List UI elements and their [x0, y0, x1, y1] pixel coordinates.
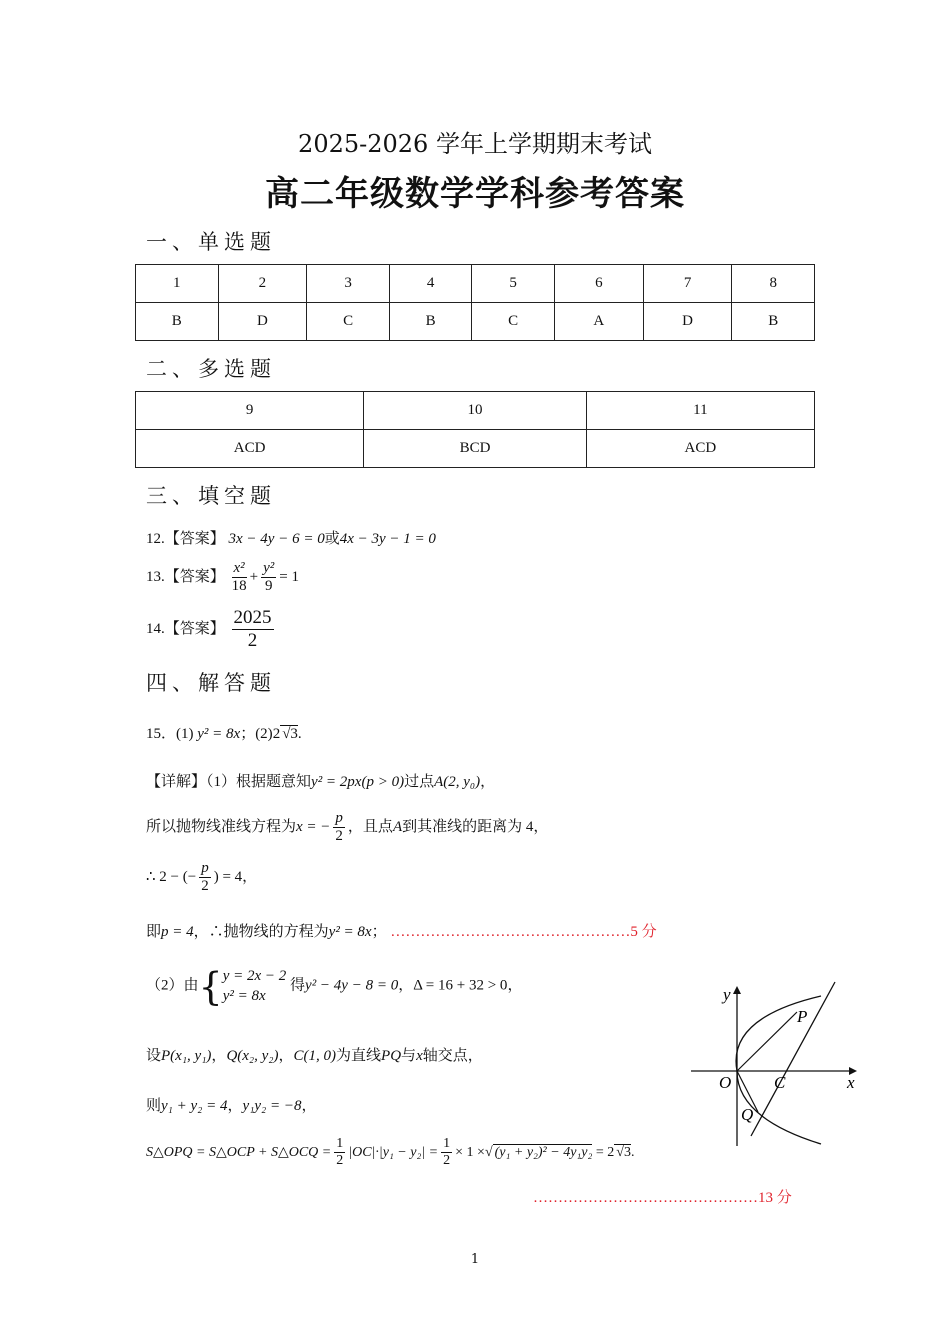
table-cell: 4: [389, 265, 472, 303]
page-number: 1: [470, 1252, 480, 1267]
q15-separator: ；(2): [240, 726, 273, 742]
radicand: (y₁ + y₂)² − 4y₁y₂: [494, 1144, 593, 1160]
text: 为直线: [336, 1048, 382, 1064]
text: （2）由: [146, 977, 199, 994]
q15-detail-line-3: [146, 860, 257, 896]
area-mid: |OC|·|y₁ − y₂| =: [348, 1144, 439, 1160]
numerator: y²: [261, 560, 276, 578]
table-row: [136, 303, 815, 341]
equals-one: = 1: [279, 569, 300, 586]
text: 得: [290, 977, 306, 994]
table-cell: B: [136, 303, 219, 341]
fraction-p-over-2: [199, 860, 211, 896]
text: ) = 4，: [213, 869, 258, 886]
numerator: x²: [232, 560, 247, 578]
point-p: P(x₁, y₁): [161, 1048, 212, 1064]
table-cell: 3: [307, 265, 390, 303]
area-lhs: S△OPQ = S△OCP + S△OCQ =: [146, 1144, 332, 1160]
numerator: p: [333, 810, 345, 828]
table-row: [136, 265, 815, 303]
text: × 1 ×: [455, 1144, 485, 1160]
table-cell: D: [218, 303, 307, 341]
table-cell: C: [307, 303, 390, 341]
q15-part2-line-3: [146, 1094, 317, 1115]
exam-title: 2025-2026 学年上学期期末考试: [298, 130, 652, 158]
q15-answer-2-radicand: 3: [290, 726, 298, 742]
point-q: Q(x₂, y₂): [226, 1048, 279, 1064]
equation: y₁y₂ = −8: [242, 1098, 302, 1114]
multi-choice-table: [135, 391, 815, 468]
fraction-half: [441, 1136, 452, 1169]
q15-part2-line-2: [146, 1044, 483, 1065]
sqrt-sign: √3: [282, 726, 298, 742]
table-cell: 7: [643, 265, 732, 303]
answer-q12: [146, 527, 436, 548]
section-multi-choice: 二、多选题: [146, 357, 276, 381]
text: ，: [301, 1098, 317, 1114]
answer-q13: [146, 560, 299, 596]
table-cell: D: [643, 303, 732, 341]
numerator: 1: [334, 1136, 345, 1153]
section-fill-blank: 三、填空题: [146, 484, 276, 508]
result-coef: = 2: [595, 1144, 615, 1160]
table-cell: 2: [218, 265, 307, 303]
denominator: 9: [264, 578, 273, 595]
q15-detail-line-4: [146, 920, 657, 941]
system-eq-1: y = 2x − 2: [222, 968, 287, 984]
single-choice-table: [135, 264, 815, 341]
table-cell: 1: [136, 265, 219, 303]
text: 设: [146, 1048, 162, 1064]
q12-or: 或: [324, 531, 340, 547]
text: ，∴抛物线的方程为: [193, 924, 329, 940]
section-single-choice: 一、单选题: [146, 230, 276, 254]
table-cell: ACD: [586, 430, 814, 468]
text: ，: [507, 977, 523, 994]
text: 即: [146, 924, 162, 940]
text: ，: [480, 774, 496, 790]
segment-op: [737, 1012, 797, 1071]
label-q: Q: [741, 1105, 754, 1124]
text: ，: [398, 977, 414, 994]
sqrt-sign: √3: [616, 1144, 631, 1160]
text: ，: [278, 1048, 294, 1064]
numerator: 1: [441, 1136, 452, 1153]
q15-summary: [146, 722, 302, 743]
answer-key-title: 高二年级数学学科参考答案: [265, 174, 685, 214]
q12-prefix: 12.【答案】: [146, 531, 225, 547]
point-a: A(2, y₀): [434, 774, 481, 790]
denominator: 2: [443, 1153, 451, 1169]
text: ；: [371, 924, 387, 940]
answer-q14: [146, 607, 277, 652]
table-cell: B: [732, 303, 815, 341]
denominator: 2: [335, 828, 343, 845]
numerator: p: [199, 860, 211, 878]
table-cell: 5: [472, 265, 555, 303]
table-cell: ACD: [136, 430, 364, 468]
q15-detail-line-1: [146, 770, 495, 791]
q15-part2-line-1: [146, 966, 522, 1007]
denominator: 2: [247, 629, 258, 651]
table-cell: 8: [732, 265, 815, 303]
parabola-figure: [685, 978, 865, 1150]
table-cell: C: [472, 303, 555, 341]
table-cell: B: [389, 303, 472, 341]
denominator: 2: [201, 878, 209, 895]
score-marker: …………………………………………5 分: [390, 924, 657, 940]
q15-answer-2-coef: 2: [272, 726, 281, 742]
q15-answer-1: y² = 8x: [197, 726, 241, 742]
table-row: [136, 430, 815, 468]
table-cell: 10: [364, 392, 586, 430]
y-axis-arrow-icon: [733, 986, 741, 994]
equation-system: [223, 966, 287, 1007]
denominator: 18: [231, 578, 247, 595]
sqrt-sign: √: [484, 1144, 493, 1160]
equation: y² = 8x: [328, 924, 372, 940]
line-pq: PQ: [381, 1048, 402, 1064]
q15-detail-line-2: [146, 810, 548, 846]
text: 过点: [404, 774, 435, 790]
score-marker: ………………………………………13 分: [533, 1190, 792, 1206]
section-solutions: 四、解答题: [146, 671, 276, 695]
fraction-p-over-2: [333, 810, 345, 846]
fraction-half: [334, 1136, 345, 1169]
label-y: y: [723, 985, 731, 1004]
line-pq: [751, 982, 835, 1136]
equation: x = −: [296, 819, 331, 836]
text: 与: [401, 1048, 417, 1064]
equation: y² = 2px(p > 0): [311, 774, 405, 790]
numerator: 2025: [233, 607, 272, 628]
text: ，: [227, 1098, 243, 1114]
q13-fraction-2: [261, 560, 276, 596]
point-c: C(1, 0): [293, 1048, 337, 1064]
text: 则: [146, 1098, 162, 1114]
point-label: A: [392, 819, 403, 836]
text: ，且点: [347, 819, 393, 836]
q13-fraction-1: [232, 560, 247, 596]
denominator: 2: [336, 1153, 344, 1169]
q15-part2-area: [146, 1136, 634, 1169]
label-c: C: [774, 1073, 786, 1092]
equation: y² − 4y − 8 = 0: [305, 977, 399, 994]
period: .: [297, 726, 302, 742]
equation: y₁ + y₂ = 4: [161, 1098, 228, 1114]
q15-prefix: 15．(1): [146, 726, 194, 742]
brace: {: [198, 964, 223, 1009]
text: （1）根据题意知: [206, 774, 312, 790]
period: .: [630, 1144, 635, 1160]
axis-x: x: [416, 1048, 423, 1064]
q12-answer-b: 4x − 3y − 1 = 0: [339, 531, 436, 547]
table-cell: 11: [586, 392, 814, 430]
detail-label: 【详解】: [146, 774, 207, 790]
q14-prefix: 14.【答案】: [146, 620, 225, 637]
table-cell: 6: [554, 265, 643, 303]
plus-sign: +: [249, 569, 259, 586]
text: 所以抛物线准线方程为: [146, 819, 297, 836]
text: 到其准线的距离为 4，: [402, 819, 549, 836]
text: ∴ 2 − (−: [146, 869, 197, 886]
text: ，: [211, 1048, 227, 1064]
equation: p = 4: [161, 924, 194, 940]
table-cell: BCD: [364, 430, 586, 468]
q14-fraction: [232, 607, 274, 652]
text: 轴交点，: [422, 1048, 483, 1064]
label-o: O: [719, 1073, 732, 1092]
label-x: x: [847, 1073, 855, 1092]
result-radicand: 3: [623, 1144, 631, 1160]
table-cell: A: [554, 303, 643, 341]
discriminant: Δ = 16 + 32 > 0: [413, 977, 508, 994]
label-p: P: [797, 1007, 808, 1026]
system-eq-2: y² = 8x: [222, 988, 266, 1005]
q13-prefix: 13.【答案】: [146, 569, 225, 586]
table-row: [136, 392, 815, 430]
table-cell: 9: [136, 392, 364, 430]
q12-answer-a: 3x − 4y − 6 = 0: [228, 531, 325, 547]
